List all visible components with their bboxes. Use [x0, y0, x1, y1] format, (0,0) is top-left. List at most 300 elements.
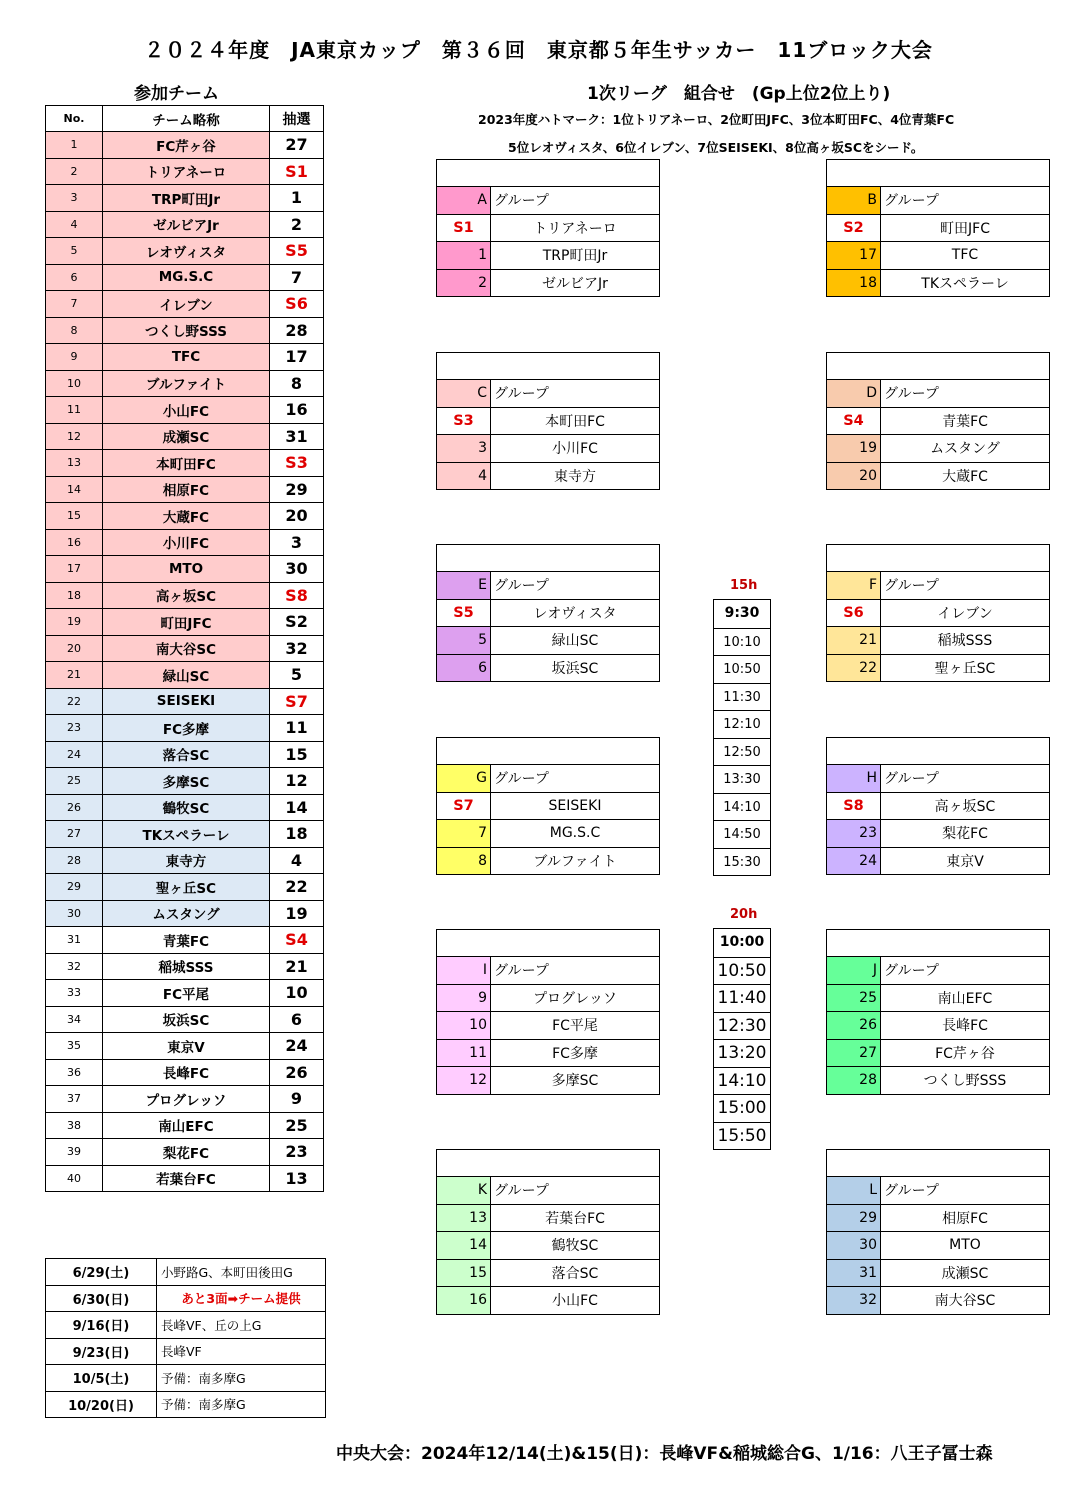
time-slot: 10:50: [714, 655, 770, 683]
team-draw: 30: [270, 556, 324, 583]
group-letter: I: [437, 957, 491, 984]
time-slot: 12:50: [714, 738, 770, 766]
team-row: [46, 847, 324, 874]
times-20h-table: [713, 928, 771, 1150]
team-draw: 22: [270, 874, 324, 901]
team-draw: 25: [270, 1112, 324, 1139]
team-name: イレブン: [103, 291, 270, 318]
team-draw: 4: [270, 847, 324, 874]
group-slot: 26: [827, 1012, 881, 1039]
team-row: [46, 1112, 324, 1139]
group-team-row: [827, 599, 1049, 627]
group-slot: 20: [827, 463, 881, 490]
time-slot: 14:50: [714, 820, 770, 848]
group-slot: 9: [437, 985, 491, 1012]
team-no: 26: [46, 794, 103, 821]
times-15h-label: 15h: [730, 578, 758, 593]
group-team-row: [827, 847, 1049, 875]
group-team-row: [827, 1231, 1049, 1259]
group-slot: 14: [437, 1232, 491, 1259]
group-team-row: [437, 792, 659, 820]
team-row: [46, 238, 324, 265]
schedule-row: [46, 1259, 326, 1286]
team-row: [46, 556, 324, 583]
group-team-row: [437, 1066, 659, 1094]
team-row: [46, 715, 324, 742]
team-row: [46, 900, 324, 927]
team-draw: 2: [270, 211, 324, 238]
group-header-row: [437, 764, 659, 792]
time-slot: 12:30: [714, 1012, 770, 1040]
group-team-name: 小川FC: [552, 441, 598, 458]
team-row: [46, 1139, 324, 1166]
group-team-row: [827, 792, 1049, 820]
page-title: ２０２４年度 JA東京カップ 第３６回 東京都５年生サッカー 11ブロック大会: [144, 38, 933, 62]
group-team-row: [827, 984, 1049, 1012]
time-slot: 15:00: [714, 1094, 770, 1122]
team-no: 33: [46, 980, 103, 1007]
group-label: グループ: [884, 771, 939, 788]
schedule-row: [46, 1338, 326, 1365]
footer-note: 中央大会：2024年12/14(土)&15(日)：長峰VF&稲城総合G、1/16：八王子冨士森: [336, 1444, 993, 1464]
group-slot: 10: [437, 1012, 491, 1039]
team-no: 38: [46, 1112, 103, 1139]
group-slot: S5: [437, 600, 491, 627]
group-team-name: 南大谷SC: [934, 1293, 996, 1310]
team-row: [46, 1006, 324, 1033]
group-slot: 2: [437, 270, 491, 297]
team-no: 16: [46, 529, 103, 556]
group-team-name: MTO: [949, 1237, 981, 1254]
schedule-venue: 長峰VF、丘の上G: [157, 1312, 326, 1339]
group-slot: 15: [437, 1260, 491, 1287]
team-row: [46, 635, 324, 662]
team-no: 4: [46, 211, 103, 238]
group-k-box: [436, 1149, 660, 1315]
team-row: [46, 1033, 324, 1060]
group-j-box: [826, 929, 1050, 1095]
team-name: 鶴牧SC: [103, 794, 270, 821]
group-team-row: [437, 626, 659, 654]
group-slot: 27: [827, 1040, 881, 1067]
group-team-name: 東寺方: [554, 468, 596, 485]
team-row: [46, 503, 324, 530]
team-name: 長峰FC: [103, 1059, 270, 1086]
group-slot: 17: [827, 242, 881, 269]
group-blank-row: [827, 353, 1049, 379]
times-15h-table: [713, 599, 771, 876]
team-row: [46, 688, 324, 715]
team-name: 緑山SC: [103, 662, 270, 689]
schedule-date: 9/23(日): [46, 1338, 157, 1365]
group-blank-row: [437, 160, 659, 186]
team-name: プログレッソ: [103, 1086, 270, 1113]
team-row: [46, 741, 324, 768]
team-name: 落合SC: [103, 741, 270, 768]
team-row: [46, 370, 324, 397]
team-name: 成瀬SC: [103, 423, 270, 450]
team-name: TRP町田Jr: [103, 185, 270, 212]
team-name: ブルファイト: [103, 370, 270, 397]
group-team-name: 稲城SSS: [937, 633, 993, 650]
group-team-row: [437, 407, 659, 435]
group-header-row: [437, 956, 659, 984]
group-team-name: つくし野SSS: [923, 1073, 1007, 1090]
group-team-name: FC芹ヶ谷: [935, 1045, 995, 1062]
team-name: SEISEKI: [103, 688, 270, 715]
team-no: 14: [46, 476, 103, 503]
team-no: 13: [46, 450, 103, 477]
group-team-row: [827, 654, 1049, 682]
group-slot: 16: [437, 1287, 491, 1314]
team-draw: 29: [270, 476, 324, 503]
team-draw: S6: [270, 291, 324, 318]
group-header-row: [827, 764, 1049, 792]
team-no: 30: [46, 900, 103, 927]
team-draw: S2: [270, 609, 324, 636]
schedule-row: [46, 1285, 326, 1312]
group-label: グループ: [494, 193, 549, 210]
team-draw: 10: [270, 980, 324, 1007]
team-name: 東京V: [103, 1033, 270, 1060]
group-slot: S8: [827, 793, 881, 820]
group-slot: 12: [437, 1067, 491, 1094]
team-name: 多摩SC: [103, 768, 270, 795]
group-team-name: 本町田FC: [545, 413, 605, 430]
group-slot: 25: [827, 985, 881, 1012]
team-name: つくし野SSS: [103, 317, 270, 344]
team-draw: 11: [270, 715, 324, 742]
group-team-name: 長峰FC: [942, 1018, 988, 1035]
times-20h-label: 20h: [730, 907, 758, 922]
team-no: 9: [46, 344, 103, 371]
group-team-name: 高ヶ坂SC: [934, 798, 996, 815]
team-draw: 28: [270, 317, 324, 344]
team-row: [46, 1059, 324, 1086]
group-team-name: レオヴィスタ: [533, 605, 617, 622]
schedule-date: 10/20(日): [46, 1391, 157, 1418]
group-team-row: [827, 626, 1049, 654]
seed-note-2: 5位レオヴィスタ、6位イレブン、7位SEISEKI、8位高ヶ坂SCをシード。: [508, 140, 924, 155]
group-team-name: FC平尾: [552, 1018, 598, 1035]
group-blank-row: [437, 353, 659, 379]
group-team-name: 多摩SC: [551, 1073, 599, 1090]
team-draw: 19: [270, 900, 324, 927]
group-team-name: トリアネーロ: [533, 220, 617, 237]
group-team-row: [437, 1286, 659, 1314]
team-row: [46, 662, 324, 689]
team-no: 17: [46, 556, 103, 583]
team-row: [46, 980, 324, 1007]
team-draw: 23: [270, 1139, 324, 1166]
seed-note-1: 2023年度ハトマーク：1位トリアネーロ、2位町田JFC、3位本町田FC、4位青葉FC: [478, 112, 955, 127]
group-team-row: [437, 654, 659, 682]
group-team-row: [437, 462, 659, 490]
group-letter: L: [827, 1177, 881, 1204]
team-row: [46, 211, 324, 238]
group-team-name: SEISEKI: [548, 797, 602, 814]
team-no: 18: [46, 582, 103, 609]
group-team-name: ゼルビアJr: [542, 275, 608, 292]
group-team-name: 大蔵FC: [942, 468, 988, 485]
group-slot: 3: [437, 435, 491, 462]
schedule-venue: 長峰VF: [157, 1338, 326, 1365]
group-team-name: 青葉FC: [942, 413, 988, 430]
team-name: 小川FC: [103, 529, 270, 556]
group-slot: 22: [827, 655, 881, 682]
team-draw: 3: [270, 529, 324, 556]
team-row: [46, 132, 324, 159]
group-d-box: [826, 352, 1050, 490]
team-draw: 32: [270, 635, 324, 662]
header-no: No.: [46, 106, 103, 132]
team-no: 1: [46, 132, 103, 159]
group-slot: 13: [437, 1205, 491, 1232]
team-no: 3: [46, 185, 103, 212]
team-name: MG.S.C: [103, 264, 270, 291]
group-team-row: [827, 1204, 1049, 1232]
group-e-box: [436, 544, 660, 682]
group-slot: 29: [827, 1205, 881, 1232]
group-letter: H: [827, 765, 881, 792]
group-letter: G: [437, 765, 491, 792]
group-label: グループ: [494, 1183, 549, 1200]
schedule-table-body: [46, 1259, 326, 1418]
schedule-row: [46, 1365, 326, 1392]
group-team-row: [437, 819, 659, 847]
group-f-box: [826, 544, 1050, 682]
group-header-row: [827, 379, 1049, 407]
group-letter: C: [437, 380, 491, 407]
group-h-box: [826, 737, 1050, 875]
team-name: FC平尾: [103, 980, 270, 1007]
group-header-row: [437, 379, 659, 407]
group-team-row: [827, 269, 1049, 297]
header-team: チーム略称: [103, 106, 270, 132]
group-blank-row: [437, 545, 659, 571]
group-team-row: [827, 1066, 1049, 1094]
team-draw: 5: [270, 662, 324, 689]
group-letter: D: [827, 380, 881, 407]
group-blank-row: [827, 545, 1049, 571]
group-team-name: 小山FC: [552, 1293, 598, 1310]
group-label: グループ: [884, 193, 939, 210]
time-slot: 11:40: [714, 984, 770, 1012]
group-team-name: ブルファイト: [533, 853, 617, 870]
team-draw: 21: [270, 953, 324, 980]
group-team-name: 鶴牧SC: [551, 1238, 599, 1255]
group-blank-row: [437, 1150, 659, 1176]
schedule-table: [45, 1258, 326, 1418]
header-draw: 抽選: [270, 106, 324, 132]
group-g-box: [436, 737, 660, 875]
group-blank-row: [827, 160, 1049, 186]
team-row: [46, 794, 324, 821]
group-blank-row: [827, 738, 1049, 764]
group-team-row: [437, 1039, 659, 1067]
group-team-name: 東京V: [946, 853, 984, 870]
team-draw: 24: [270, 1033, 324, 1060]
time-slot: 13:20: [714, 1039, 770, 1067]
group-label: グループ: [884, 1183, 939, 1200]
schedule-row: [46, 1391, 326, 1418]
team-row: [46, 264, 324, 291]
group-team-row: [437, 1259, 659, 1287]
time-slot: 13:30: [714, 765, 770, 793]
group-slot: 4: [437, 463, 491, 490]
group-team-name: 町田JFC: [940, 220, 990, 237]
team-row: [46, 609, 324, 636]
team-no: 11: [46, 397, 103, 424]
group-team-name: 南山EFC: [937, 990, 993, 1007]
group-team-row: [437, 984, 659, 1012]
group-team-name: ムスタング: [930, 441, 1000, 458]
schedule-venue: 予備：南多摩G: [157, 1365, 326, 1392]
team-row: [46, 397, 324, 424]
team-no: 29: [46, 874, 103, 901]
team-name: 青葉FC: [103, 927, 270, 954]
group-i-box: [436, 929, 660, 1095]
group-team-name: 梨花FC: [942, 826, 988, 843]
group-label: グループ: [494, 386, 549, 403]
group-slot: 24: [827, 848, 881, 875]
team-no: 20: [46, 635, 103, 662]
team-name: 南山EFC: [103, 1112, 270, 1139]
group-letter: K: [437, 1177, 491, 1204]
team-no: 23: [46, 715, 103, 742]
group-letter: B: [827, 187, 881, 214]
team-no: 36: [46, 1059, 103, 1086]
schedule-date: 6/29(土): [46, 1259, 157, 1286]
team-no: 2: [46, 158, 103, 185]
group-team-name: 落合SC: [551, 1265, 599, 1282]
team-no: 34: [46, 1006, 103, 1033]
group-slot: 30: [827, 1232, 881, 1259]
team-draw: 15: [270, 741, 324, 768]
group-team-name: プログレッソ: [533, 990, 617, 1007]
group-team-row: [827, 214, 1049, 242]
group-team-row: [827, 819, 1049, 847]
team-no: 28: [46, 847, 103, 874]
team-draw: S7: [270, 688, 324, 715]
team-draw: 31: [270, 423, 324, 450]
group-header-row: [437, 571, 659, 599]
team-name: トリアネーロ: [103, 158, 270, 185]
team-name: TKスペラーレ: [103, 821, 270, 848]
team-draw: S3: [270, 450, 324, 477]
time-slot: 11:30: [714, 683, 770, 711]
team-draw: 18: [270, 821, 324, 848]
team-draw: 9: [270, 1086, 324, 1113]
team-row: [46, 768, 324, 795]
group-letter: F: [827, 572, 881, 599]
team-name: MTO: [103, 556, 270, 583]
team-draw: 7: [270, 264, 324, 291]
schedule-venue: 小野路G、本町田後田G: [157, 1259, 326, 1286]
group-team-name: MG.S.C: [549, 825, 601, 842]
team-no: 22: [46, 688, 103, 715]
team-name: 高ヶ坂SC: [103, 582, 270, 609]
group-slot: 8: [437, 848, 491, 875]
team-draw: 16: [270, 397, 324, 424]
group-slot: 28: [827, 1067, 881, 1094]
schedule-date: 10/5(土): [46, 1365, 157, 1392]
team-draw: 1: [270, 185, 324, 212]
team-draw: S4: [270, 927, 324, 954]
group-slot: 5: [437, 627, 491, 654]
team-no: 27: [46, 821, 103, 848]
group-slot: S2: [827, 215, 881, 242]
team-no: 24: [46, 741, 103, 768]
team-no: 40: [46, 1165, 103, 1192]
team-no: 32: [46, 953, 103, 980]
group-team-row: [437, 434, 659, 462]
group-slot: 23: [827, 820, 881, 847]
group-team-row: [437, 1231, 659, 1259]
team-name: 南大谷SC: [103, 635, 270, 662]
team-name: 坂浜SC: [103, 1006, 270, 1033]
team-row: [46, 874, 324, 901]
team-table-body: [46, 132, 324, 1192]
team-no: 6: [46, 264, 103, 291]
team-name: 本町田FC: [103, 450, 270, 477]
schedule-venue: あと3面➡チーム提供: [157, 1285, 326, 1312]
group-team-row: [437, 269, 659, 297]
group-team-row: [437, 599, 659, 627]
schedule-date: 9/16(日): [46, 1312, 157, 1339]
group-team-name: TRP町田Jr: [542, 248, 608, 265]
team-name: 小山FC: [103, 397, 270, 424]
group-slot: S6: [827, 600, 881, 627]
group-team-row: [437, 1204, 659, 1232]
team-name: レオヴィスタ: [103, 238, 270, 265]
schedule-row: [46, 1312, 326, 1339]
group-header-row: [827, 1176, 1049, 1204]
team-name: 稲城SSS: [103, 953, 270, 980]
time-slot: 14:10: [714, 1067, 770, 1095]
group-team-row: [827, 1259, 1049, 1287]
group-team-row: [827, 1011, 1049, 1039]
team-name: ゼルビアJr: [103, 211, 270, 238]
group-slot: 7: [437, 820, 491, 847]
group-team-name: 若葉台FC: [545, 1210, 605, 1227]
group-b-box: [826, 159, 1050, 297]
team-row: [46, 317, 324, 344]
group-team-name: 成瀬SC: [941, 1265, 989, 1282]
team-no: 5: [46, 238, 103, 265]
team-name: FC芹ヶ谷: [103, 132, 270, 159]
group-slot: 21: [827, 627, 881, 654]
team-name: 町田JFC: [103, 609, 270, 636]
group-team-name: 聖ヶ丘SC: [934, 660, 996, 677]
group-label: グループ: [494, 963, 549, 980]
time-slot: 15:50: [714, 1122, 770, 1150]
team-row: [46, 423, 324, 450]
team-no: 8: [46, 317, 103, 344]
team-row: [46, 821, 324, 848]
team-row: [46, 344, 324, 371]
group-slot: S4: [827, 408, 881, 435]
team-row: [46, 529, 324, 556]
group-slot: S1: [437, 215, 491, 242]
group-l-box: [826, 1149, 1050, 1315]
group-slot: 31: [827, 1260, 881, 1287]
time-slot: 9:30: [724, 605, 760, 621]
team-draw: S5: [270, 238, 324, 265]
team-no: 7: [46, 291, 103, 318]
group-team-row: [827, 1039, 1049, 1067]
group-team-name: イレブン: [937, 605, 993, 622]
